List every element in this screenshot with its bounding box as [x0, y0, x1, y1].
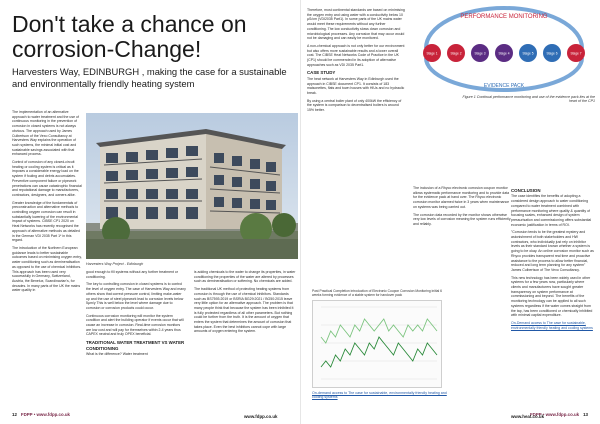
left-column-1 — [12, 110, 82, 410]
stage-label: Stage 1 — [426, 51, 438, 56]
section-heading: CONCLUSION — [511, 188, 541, 193]
figure1-caption: Figure 1 Continual performance monitoring and use of the evidence pack lies at the heart of the CP1 — [462, 95, 595, 103]
chart-caption: Post Practical Completion introduction of Electronic Coupon Corrosion Monitoring initial 6 weeks forming evidence of a stable system for handover pack — [312, 289, 442, 297]
bottom-label: EVIDENCE PACK — [483, 83, 525, 89]
paragraph: This new technology has been widely used in other systems for a few years now, particularly where clients and manufacturers have sought greater transparency on system performance at commissioning and beyond. The benefits of the monitoring technology can be applied to all such systems regardless if the water comes straight from the tap, has been conditioned or chemically inhibited with minimal capital expenditure. — [511, 275, 593, 318]
conclusion-link[interactable]: On-Demand access to The case for sustainable, environmentally friendly heating and cooling systems — [511, 320, 593, 330]
section-heading: CASE STUDY — [307, 70, 336, 76]
page-number: 12 — [12, 412, 17, 417]
corrosion-chart-svg — [313, 301, 441, 387]
stage-label: Stage 2 — [450, 51, 462, 56]
paragraph: The key to controlling corrosion in closed systems is to control the level of oxygen entry. The case of Harvesters Way and many others show that correct pressure control, limiting make-water up and the use of steel pipework lead to corrosion levels below 5µm/y This is well below the level where damage due to corrosion or corrosion products could occur. — [86, 282, 186, 310]
paragraph: The implementation of an alternative approach to water treatment and the use of continuous monitoring in the prevention of corrosion in closed systems is not always obvious. The approach used by James Culbertson of the Vexo Consultancy at Harvesters Way explains the operation of such systems, the minimal initial cost and sustainable savings associated with that enhanced process. — [12, 110, 79, 157]
paragraph: "Corrosion tends to be the greatest mystery and astonishment of both stakeholders and HW contractors, who individually just rely on inhibitor levels as their standard known whether a system is going to be okay. An online corrosion monitor such as Rhyco provides transparent real time and proactive assistance to the process to allow better financial, reduced and long term planning for any system" James Culbertson of The Vexo Consultancy. — [511, 230, 594, 272]
left-column-2 — [86, 270, 186, 410]
article-subtitle: Harvesters Way, EDINBURGH , making the case for a sustainable and environmentally friendly heating system — [12, 66, 287, 89]
performance-cycle-graphic — [410, 4, 596, 94]
stage-row — [423, 44, 585, 62]
stage-label: Stage 5 — [522, 51, 534, 56]
paragraph: Control of corrosion of any closed-circuit heating or cooling system is critical as it imposes a considerable energy load on the system if fouling and debris accumulates. Preventive component failure or pipework penetrations can cause catastrophic financial and reputational damage to manufacturers, contractors, designers, and owners alike. — [12, 160, 82, 197]
paragraph: Greater knowledge of the fundamentals of preconstruction and alternative methods to controlling oxygen corrosion can result in substantially lowering of the environmental impact of systems. CIBSE CP1 2020 on Heat Networks has recently recognised the approach of alternative methods as detailed in the German VDI 2035 Part 1* in this regard. — [12, 200, 80, 243]
stage-label: Stage 7 — [570, 51, 582, 56]
right-column-2 — [413, 186, 511, 296]
chart-link[interactable]: On-demand access to The case for sustainable, environmentally friendly heating and cooling systems — [312, 391, 447, 400]
footer-site[interactable]: FDPP • www.fdpp.co.uk — [20, 412, 70, 417]
corrosion-chart — [312, 300, 442, 388]
paragraph: What is the difference? Water treatment — [86, 351, 148, 356]
paragraph: The case identifies the benefits of adopting a considered design approach to water conditioning compared to water treatment combined with performance monitoring where quality & quantity of focusing scales, enhanced design of system pressurisation and commissioning offers substantial economic justification in terms of ROI. — [511, 194, 592, 227]
paragraph: The traditional UK method of protecting heating systems from corrosion is through the use of chemical inhibitors. Standards such as BS7593:2019 or BSRIA BG29:2021 / BG50:2015 leave very little option for an alternative approach. The problem is that many people think that because the system has been inhibited it is fully protected regardless of all other parameters. But nothing could be further from the truth. It is the amount of oxygen that enters the system that determines the amount of corrosion that takes place. Even the best inhibitors cannot cope with large amounts of oxygen entering the system. — [194, 287, 294, 334]
paragraph: The corrosion data recorded by the monitor shows otherwise very low levels of corrosion meaning the system runs efficiently and reliably. — [413, 212, 511, 226]
photo-caption: Harvesters Way Project - Edinburgh — [86, 262, 144, 266]
paragraph: A non-chemical approach is not only better for our environment but also offers more sustainable results and a lower overall cost. The CIBSE Heat Networks Code of Practice in the UK (CP1) should be commended in its adoption of alternative approaches such as VDI 2035 Part1. — [307, 43, 405, 67]
paragraph: By using a central boiler plant of only 400kW the efficiency of the system is comparison to decentralised boilers is around 15% better. — [307, 98, 402, 113]
building-photo — [86, 113, 298, 259]
stage-label: Stage 6 — [546, 51, 558, 56]
top-label: PERFORMANCE MONITORING — [460, 14, 548, 20]
footer-brand[interactable]: www.heat.co.uk — [511, 414, 545, 419]
left-column-3 — [194, 270, 296, 410]
article-title: Don't take a chance on corrosion-Change! — [12, 11, 247, 62]
footer-brand[interactable]: www.fdpp.co.uk — [244, 414, 278, 419]
right-column-3 — [511, 186, 595, 411]
paragraph: Continuous corrosion monitoring will monitor the system condition and alert the building operator if events occur that will cause an increase in corrosion. Real-time corrosion monitors are low cost and will pay for themselves within 2-4 years thus CAPEX neutral and truly OPEX beneficial. — [86, 313, 184, 337]
performance-diagram — [410, 4, 596, 94]
footer-site[interactable]: FDPP • www.fdpp.co.uk — [530, 412, 580, 417]
paragraph: Therefore, most continental standards are based on minimising the oxygen entry and using water with a conductivity below 10 µS/cm (VDI2035 Part1). In some parts of the UK mains water would meet these requirements without any further conditioning. The low conductivity slows down corrosion and microbiological processes. Any corrosion that may occur would not be damaging and can easily be monitored. — [307, 8, 405, 41]
right-column-1 — [307, 8, 405, 298]
section-heading: TRADITIONAL WATER TREATMENT VS WATER CONDITIONING — [86, 340, 185, 351]
stage-label: Stage 3 — [474, 51, 486, 56]
series-line-1 — [321, 337, 437, 367]
series-line-2 — [321, 319, 437, 343]
paragraph: The introduction of the Northern European guidance leads to better sustainable outcomes based on minimising oxygen entry, water conditioning such as demineralisation as opposed to the use of chemical inhibitors. This approach has been used very successfully in Germany, Switzerland, Austria, the Benelux, Scandinavian's, for decades. In many parts of the UK the mains water quality in — [12, 245, 82, 293]
stage-label: Stage 4 — [498, 51, 510, 56]
paragraph: The heat network at Harvesters Way in Edinburgh used the approach in CIBSE document CP1. It consists of 183 maisonettes, flats and town houses with HIUs and no hydraulic break. — [307, 76, 405, 95]
page-number: 13 — [583, 412, 588, 417]
paragraph: The inclusion of a Rhyco electronic corrosion coupon monitor allows systematic performance monitoring and to provide data for the evidence pack at hand over. The Rhyco electronic corrosion monitor alarmed twice in 3 years when maintenance on systems was being carried out. — [413, 186, 510, 209]
paragraph: is adding chemicals to the water to change its properties, in water conditioning the properties of the water are altered by processes such as demineralisation or softening. No chemicals are added. — [194, 270, 296, 284]
building-illustration — [86, 113, 298, 259]
left-footer — [12, 410, 70, 419]
paragraph: good enough to fill systems without any further treatment or conditioning. — [86, 270, 179, 279]
